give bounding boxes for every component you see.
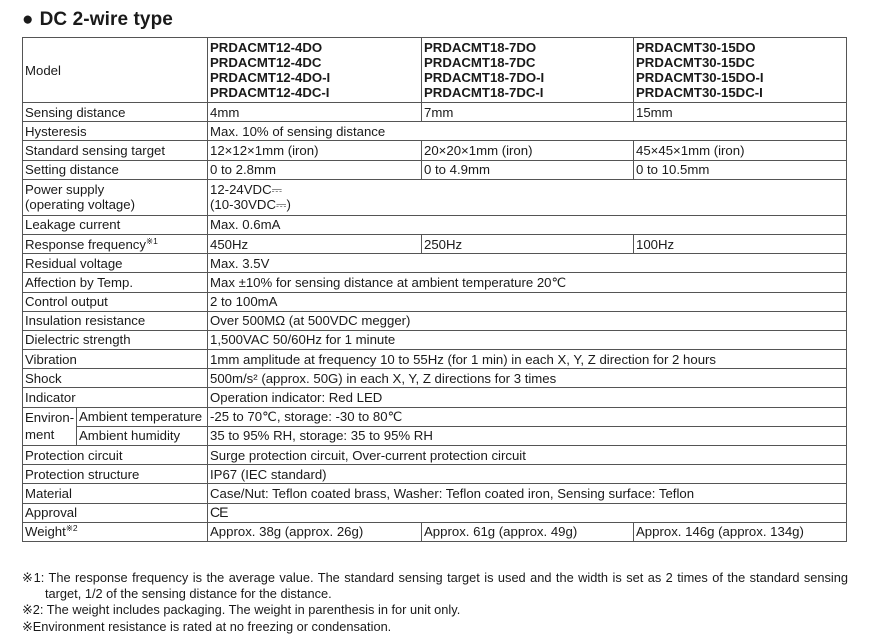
table-row [23, 465, 847, 484]
cell: 500m/s² (approx. 50G) in each X, Y, Z directions for 3 times [208, 369, 847, 388]
table-row [23, 179, 847, 215]
row-label: Insulation resistance [23, 311, 208, 330]
row-label: Ambient temperature [77, 407, 208, 426]
table-row [23, 254, 847, 273]
table-row [23, 407, 847, 426]
model-name: PRDACMT12-4DC-I [210, 85, 330, 101]
table-row [23, 234, 847, 253]
table-row [23, 311, 847, 330]
model-name: PRDACMT18-7DC-I [424, 85, 544, 101]
cell: Approx. 61g (approx. 49g) [422, 522, 634, 541]
value-line: 12-24VDC⎓ [210, 181, 283, 197]
model-name: PRDACMT30-15DO [636, 39, 756, 55]
row-label: Ambient humidity [77, 426, 208, 445]
label-text: Response frequency [25, 236, 146, 252]
cell: Operation indicator: Red LED [208, 388, 847, 407]
cell: 0 to 2.8mm [208, 160, 422, 179]
cell: 0 to 4.9mm [422, 160, 634, 179]
footnote-1: ※1: The response frequency is the average value. The standard sensing target is used and the width is set as 2 times of the standard sensing target, 1/2 of the sensing distance for the distance. [22, 570, 848, 602]
table-row [23, 426, 847, 445]
table-row [23, 369, 847, 388]
bullet: ● [22, 9, 34, 30]
table-row [23, 273, 847, 292]
model-name: PRDACMT18-7DC [424, 54, 536, 70]
table-row [23, 38, 847, 103]
model-col1 [208, 38, 422, 103]
row-label: Protection circuit [23, 446, 208, 465]
cell: Surge protection circuit, Over-current protection circuit [208, 446, 847, 465]
label-line: Power supply [25, 181, 105, 197]
row-label: Hysteresis [23, 122, 208, 141]
cell: Approx. 146g (approx. 134g) [634, 522, 847, 541]
model-name: PRDACMT12-4DO-I [210, 70, 331, 85]
cell: 0 to 10.5mm [634, 160, 847, 179]
cell: 12×12×1mm (iron) [208, 141, 422, 160]
row-label: Approval [23, 503, 208, 522]
table-row [23, 446, 847, 465]
row-label: Setting distance [23, 160, 208, 179]
row-label: Residual voltage [23, 254, 208, 273]
table-row [23, 522, 847, 541]
value-line: (10-30VDC⎓) [210, 197, 291, 213]
cell: 1,500VAC 50/60Hz for 1 minute [208, 330, 847, 349]
label-text: Weight [25, 524, 66, 540]
row-label [23, 179, 208, 215]
table-row [23, 292, 847, 311]
footnotes [22, 570, 848, 635]
ce-mark-icon: CE [210, 504, 228, 521]
model-name: PRDACMT12-4DO [210, 39, 323, 55]
model-name: PRDACMT18-7DO-I [424, 70, 545, 85]
cell: 20×20×1mm (iron) [422, 141, 634, 160]
table-row [23, 122, 847, 141]
model-label: Model [23, 38, 208, 103]
cell: Over 500MΩ (at 500VDC megger) [208, 311, 847, 330]
cell: Approx. 38g (approx. 26g) [208, 522, 422, 541]
page-title [22, 9, 173, 31]
model-col3 [634, 38, 847, 103]
cell [208, 179, 847, 215]
model-name: PRDACMT12-4DC [210, 54, 322, 70]
table-row [23, 330, 847, 349]
cell: 450Hz [208, 234, 422, 253]
label-line: Environ- [25, 410, 75, 426]
table-row [23, 350, 847, 369]
spec-table [22, 37, 847, 542]
row-label: Vibration [23, 350, 208, 369]
cell: IP67 (IEC standard) [208, 465, 847, 484]
cell: Max. 0.6mA [208, 215, 847, 234]
row-label: Affection by Temp. [23, 273, 208, 292]
cell: Max ±10% for sensing distance at ambient temperature 20℃ [208, 273, 847, 292]
table-row [23, 503, 847, 522]
model-name: PRDACMT18-7DO [424, 39, 537, 55]
footnote-mark: ※2 [65, 523, 78, 534]
row-label: Protection structure [23, 465, 208, 484]
cell: Case/Nut: Teflon coated brass, Washer: Teflon coated iron, Sensing surface: Teflon [208, 484, 847, 503]
table-row [23, 103, 847, 122]
label-line: (operating voltage) [25, 197, 135, 213]
cell: 35 to 95% RH, storage: 35 to 95% RH [208, 426, 847, 445]
model-name: PRDACMT30-15DC [636, 54, 755, 70]
cell [208, 503, 847, 522]
row-label: Standard sensing target [23, 141, 208, 160]
table-row [23, 160, 847, 179]
label-line: ment [25, 427, 55, 443]
cell: Max. 3.5V [208, 254, 847, 273]
cell: -25 to 70℃, storage: -30 to 80℃ [208, 407, 847, 426]
footnote-2: ※2: The weight includes packaging. The weight in parenthesis in for unit only. [22, 602, 461, 618]
table-row [23, 215, 847, 234]
table-row [23, 388, 847, 407]
row-label: Dielectric strength [23, 330, 208, 349]
row-label: Material [23, 484, 208, 503]
cell: 2 to 100mA [208, 292, 847, 311]
model-col2 [422, 38, 634, 103]
row-label: Indicator [23, 388, 208, 407]
table-row [23, 484, 847, 503]
environment-label [23, 407, 77, 445]
row-label: Sensing distance [23, 103, 208, 122]
cell: 4mm [208, 103, 422, 122]
row-label: Shock [23, 369, 208, 388]
cell: 7mm [422, 103, 634, 122]
row-label [23, 234, 208, 253]
title-text: DC 2-wire type [39, 9, 173, 30]
cell: 100Hz [634, 234, 847, 253]
cell: 45×45×1mm (iron) [634, 141, 847, 160]
footnote-3: ※Environment resistance is rated at no freezing or condensation. [22, 618, 392, 634]
cell: Max. 10% of sensing distance [208, 122, 847, 141]
row-label [23, 522, 208, 541]
cell: 1mm amplitude at frequency 10 to 55Hz (for 1 min) in each X, Y, Z direction for 2 hours [208, 350, 847, 369]
table-row [23, 141, 847, 160]
model-name: PRDACMT30-15DO-I [636, 70, 764, 85]
model-name: PRDACMT30-15DC-I [636, 85, 763, 101]
footnote-mark: ※1 [145, 235, 158, 246]
cell: 250Hz [422, 234, 634, 253]
row-label: Control output [23, 292, 208, 311]
cell: 15mm [634, 103, 847, 122]
row-label: Leakage current [23, 215, 208, 234]
